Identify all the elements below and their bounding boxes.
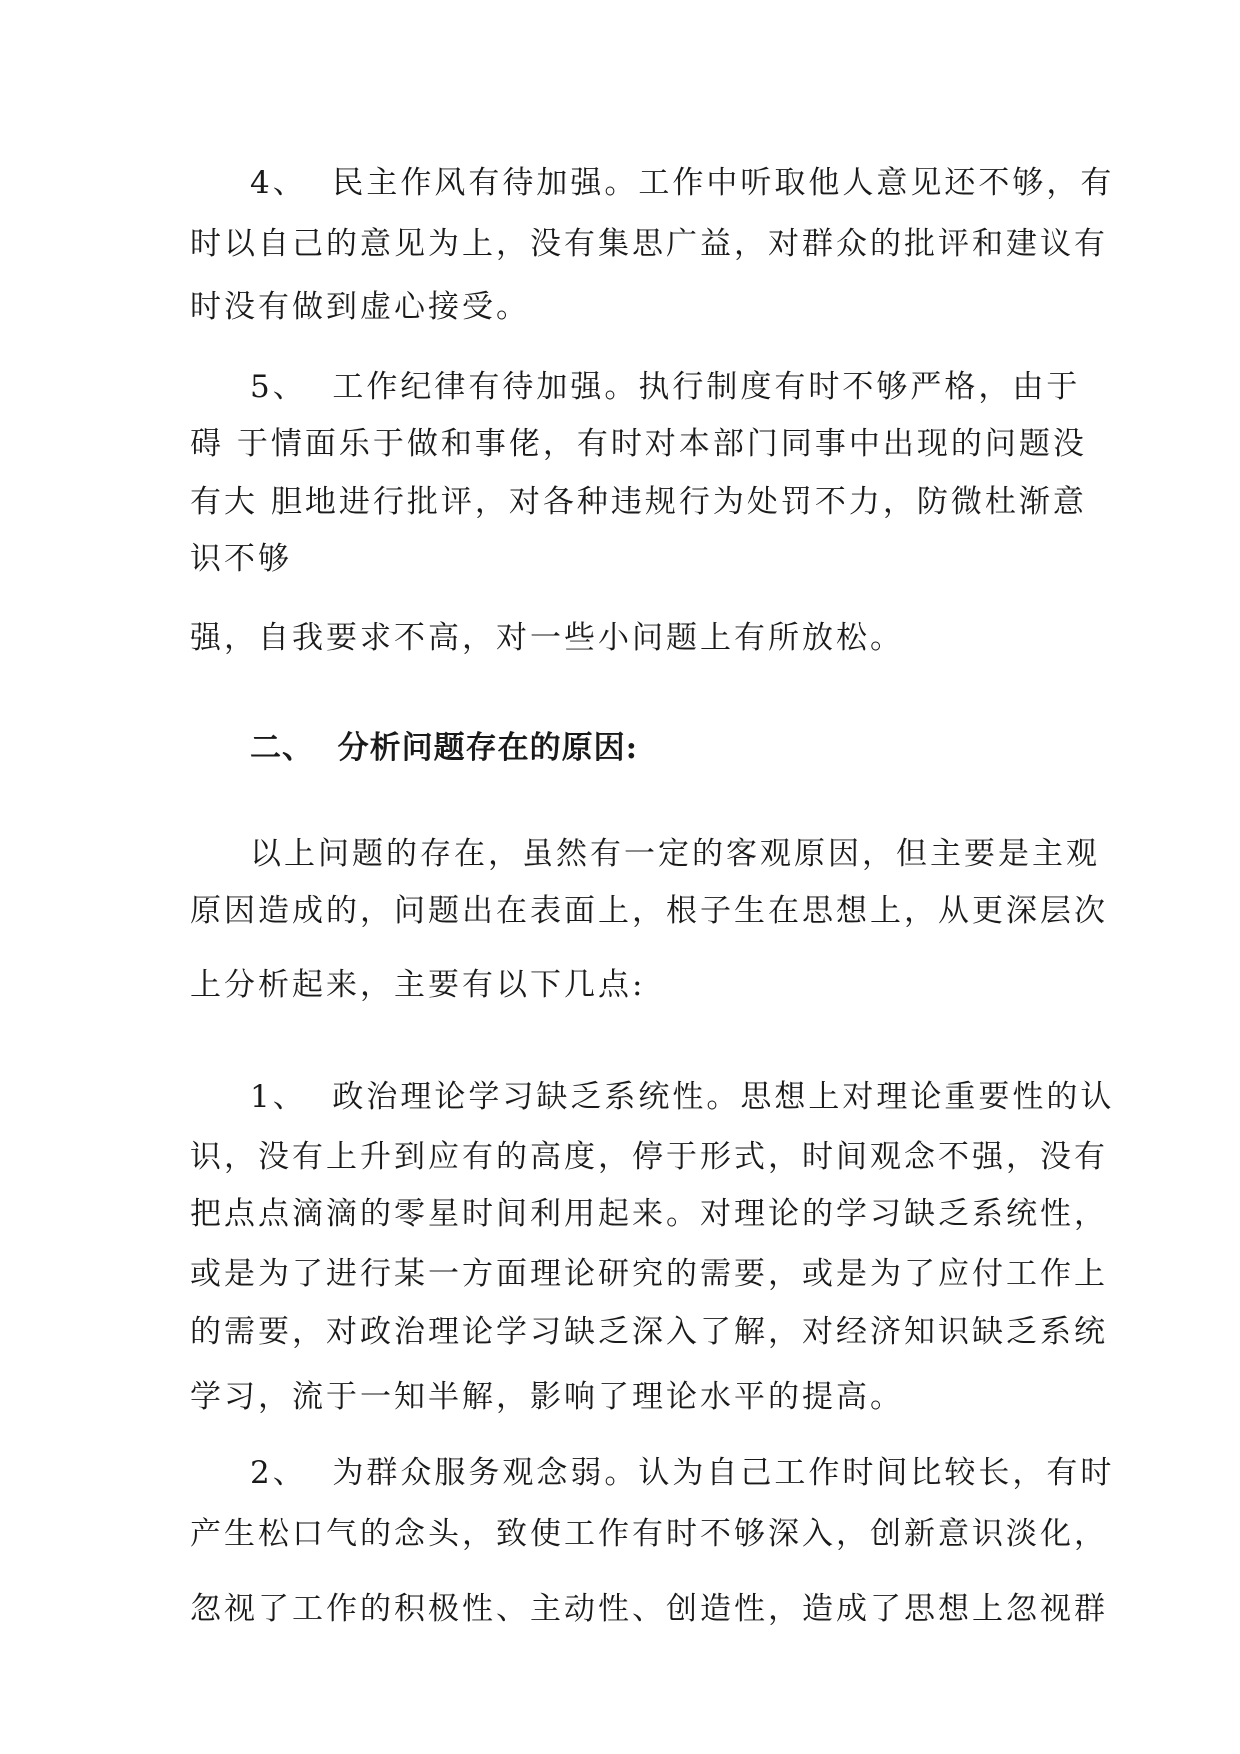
reason2-line-3: 忽视了工作的积极性、主动性、创造性，造成了思想上忽视群 [190, 1591, 1108, 1627]
reason2-line-2: 产生松口气的念头，致使工作有时不够深入，创新意识淡化， [190, 1516, 1108, 1552]
reason1-line-2: 识，没有上升到应有的高度，停于形式，时间观念不强，没有 [190, 1139, 1108, 1175]
item4-line-3: 时没有做到虚心接受。 [190, 289, 530, 325]
section-heading: 二、 分析问题存在的原因: [250, 730, 639, 766]
reason2-line-1: 2、 为群众服务观念弱。认为自己工作时间比较长，有时 [250, 1455, 1115, 1491]
item5-line-5: 强，自我要求不高，对一些小问题上有所放松。 [190, 620, 904, 656]
item5-line-4: 识不够 [190, 541, 292, 577]
item5-line-2: 碍 于情面乐于做和事佬，有时对本部门同事中出现的问题没 [190, 426, 1087, 462]
item4-line-2: 时以自己的意见为上，没有集思广益，对群众的批评和建议有 [190, 226, 1108, 262]
item5-line-3: 有大 胆地进行批评，对各种违规行为处罚不力，防微杜渐意 [190, 484, 1087, 520]
reason1-line-3: 把点点滴滴的零星时间利用起来。对理论的学习缺乏系统性， [190, 1196, 1108, 1232]
intro-line-2: 原因造成的，问题出在表面上，根子生在思想上，从更深层次 [190, 893, 1108, 929]
reason1-line-4: 或是为了进行某一方面理论研究的需要，或是为了应付工作上 [190, 1256, 1108, 1292]
item5-line-1: 5、 工作纪律有待加强。执行制度有时不够严格，由于 [250, 369, 1081, 405]
reason1-line-1: 1、 政治理论学习缺乏系统性。思想上对理论重要性的认 [250, 1079, 1115, 1115]
intro-line-1: 以上问题的存在，虽然有一定的客观原因，但主要是主观 [250, 836, 1100, 872]
reason1-line-5: 的需要，对政治理论学习缺乏深入了解，对经济知识缺乏系统 [190, 1314, 1108, 1350]
intro-line-3: 上分析起来，主要有以下几点: [190, 967, 646, 1003]
reason1-line-6: 学习，流于一知半解，影响了理论水平的提高。 [190, 1379, 904, 1415]
item4-line-1: 4、 民主作风有待加强。工作中听取他人意见还不够，有 [250, 165, 1115, 201]
